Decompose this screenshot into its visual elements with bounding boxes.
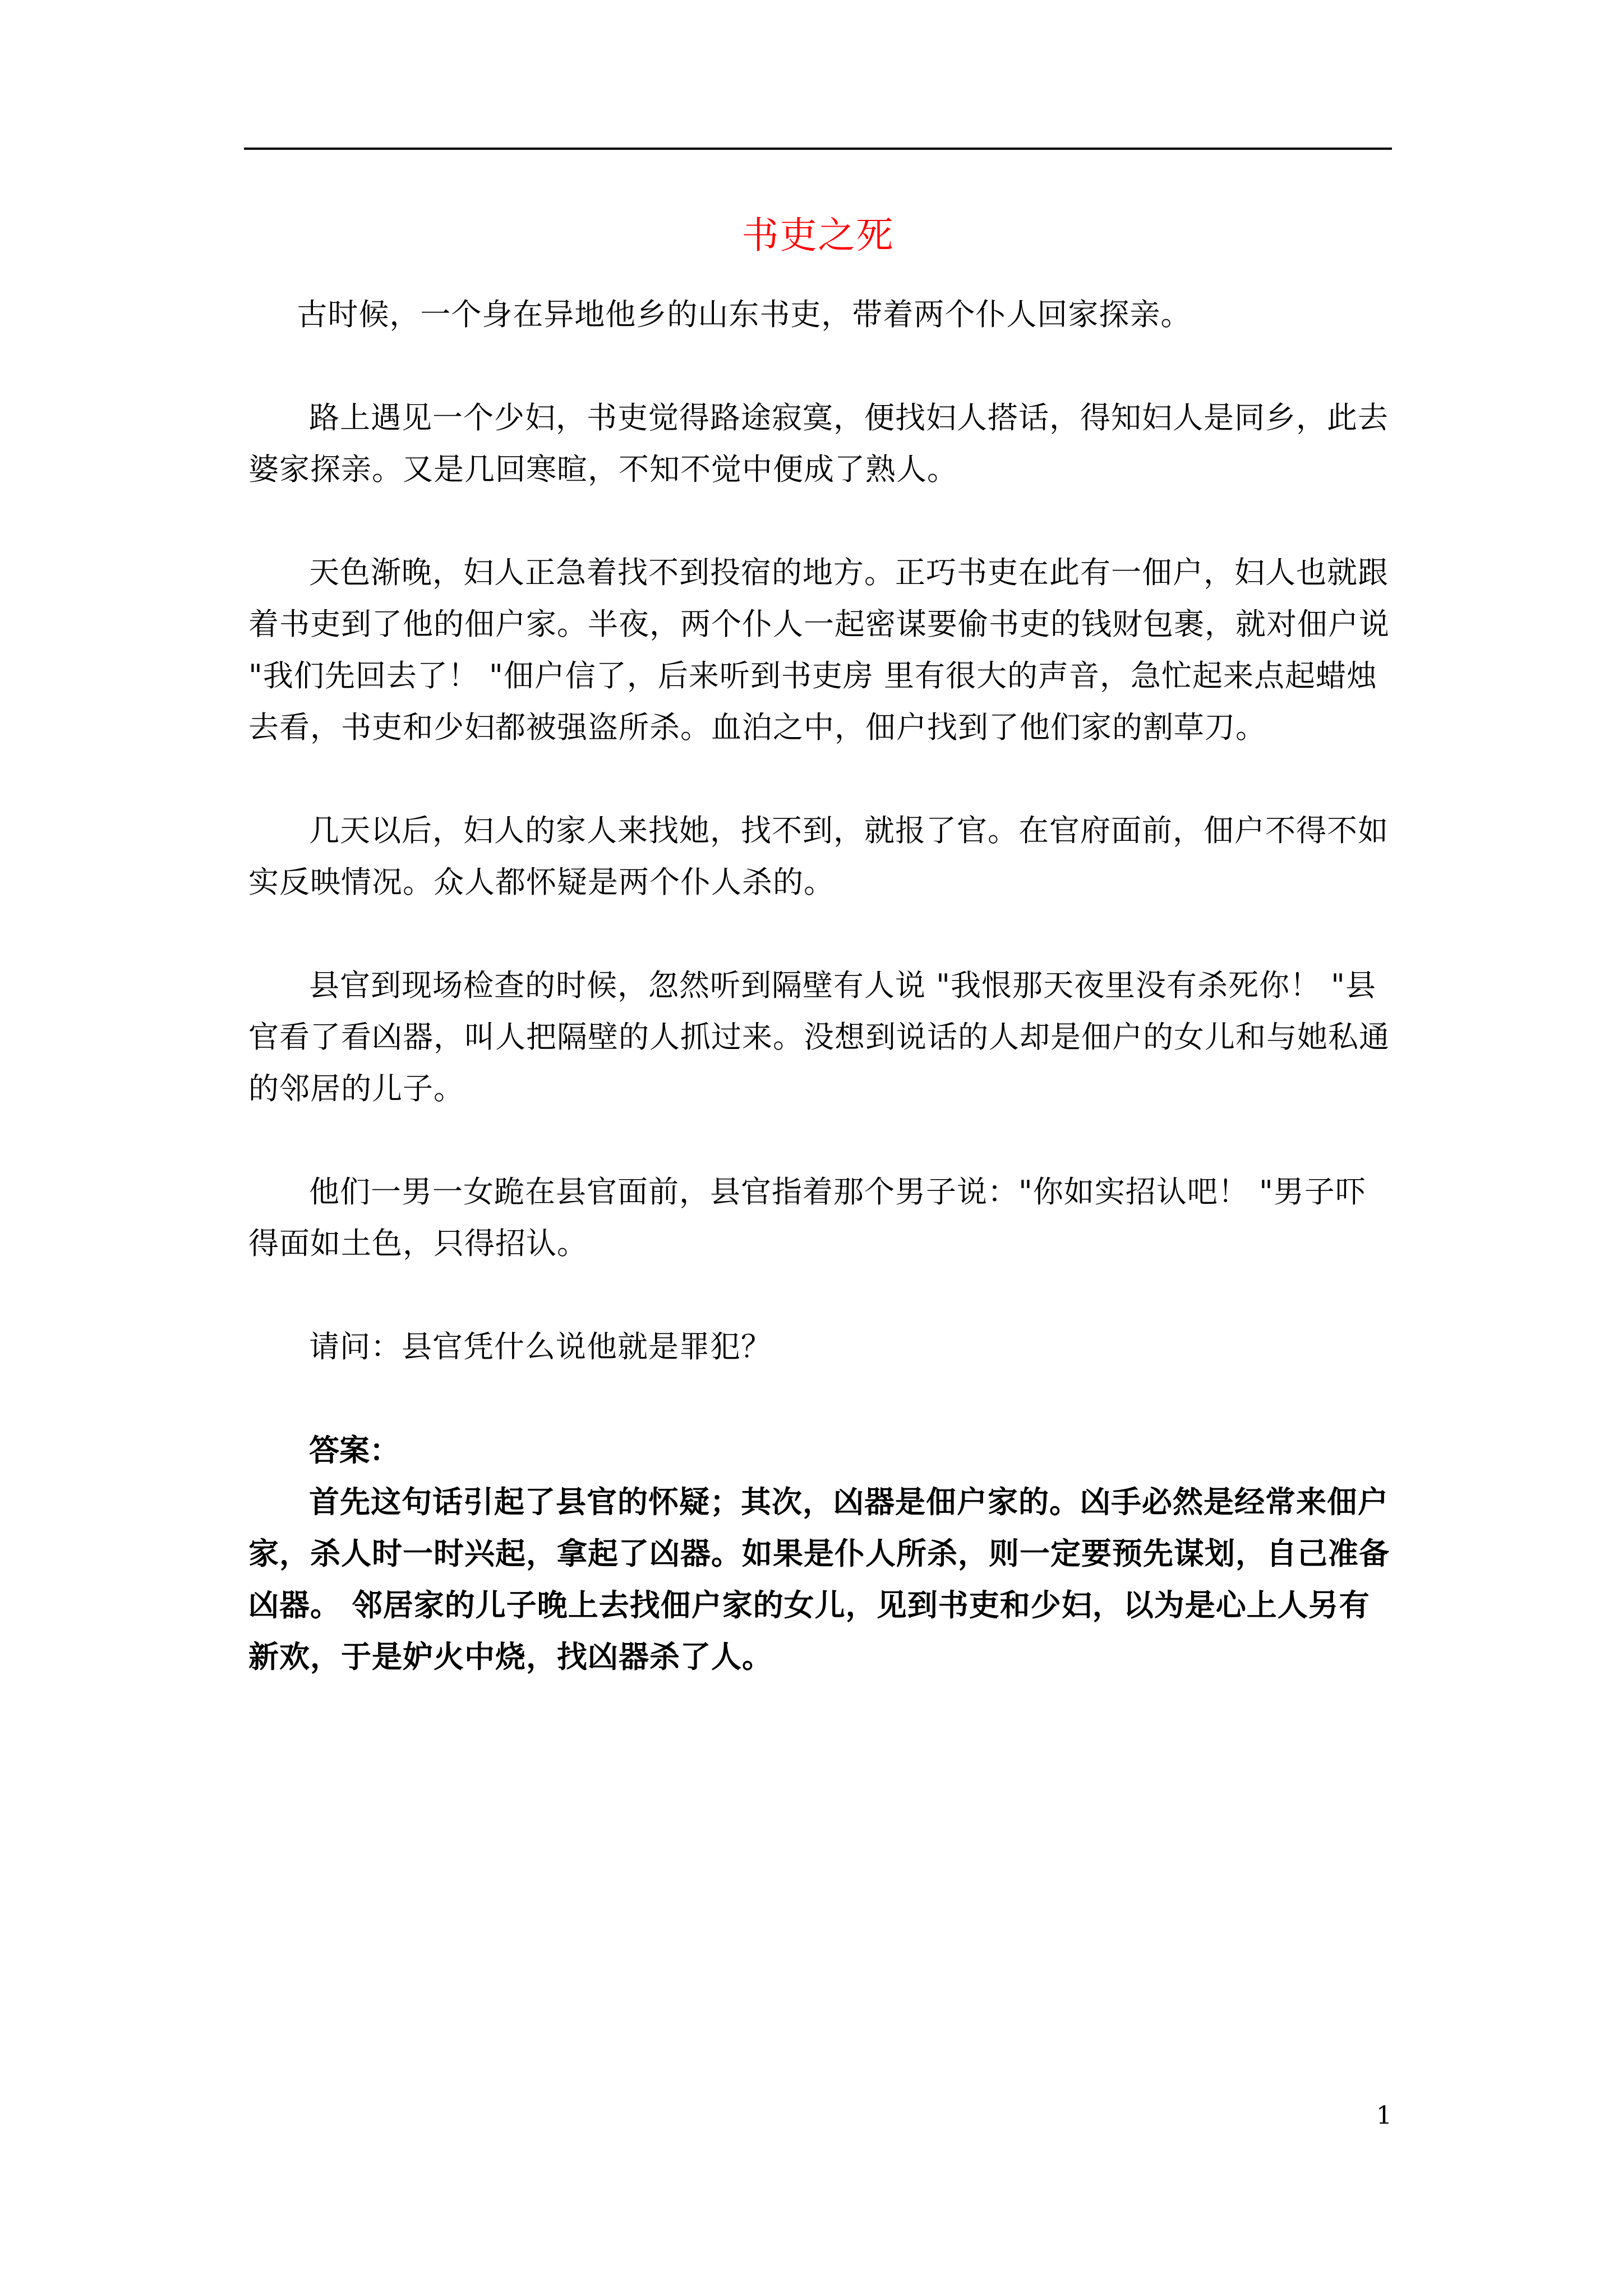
document-body (248, 289, 1393, 1682)
paragraph-4: 几天以后，妇人的家人来找她，找不到，就报了官。在官府面前，佃户不得不如实反映情况。众人都怀疑是两个仆人杀的。 (248, 813, 1389, 900)
paragraph-5: 县官到现场检查的时候，忽然听到隔壁有人说 "我恨那天夜里没有杀死你！ "县官看了看凶器，叫人把隔壁的人抓过来。没想到说话的人却是佃户的女儿和与她私通的邻居的儿子。 (248, 968, 1390, 1106)
paragraph-1: 古时候，一个身在异地他乡的山东书吏，带着两个仆人回家探亲。 (297, 297, 1192, 332)
page-number: 1 (1376, 2101, 1392, 2130)
answer-section (248, 1424, 1393, 1682)
question-paragraph: 请问：县官凭什么说他就是罪犯？ (309, 1329, 772, 1364)
document-title: 书吏之死 (741, 214, 895, 257)
paragraph-6: 他们一男一女跪在县官面前，县官指着那个男子说："你如实招认吧！ "男子吓得面如土色，只得招认。 (248, 1174, 1366, 1261)
paragraph-3: 天色渐晚，妇人正急着找不到投宿的地方。正巧书吏在此有一佃户，妇人也就跟着书吏到了他的佃户家。半夜，两个仆人一起密谋要偷书吏的钱财包裹，就对佃户说 "我们先回去了！ "佃户信了，后来听到书吏房 里有很大的声音，急忙起来点起蜡烛去看，书吏和少妇都被强盗所杀。血泊之中，佃户找到了他们家的割草刀。 (248, 555, 1390, 745)
paragraph-2: 路上遇见一个少妇，书吏觉得路途寂寞，便找妇人搭话，得知妇人是同乡，此去婆家探亲。又是几回寒暄，不知不觉中便成了熟人。 (248, 400, 1389, 487)
answer-text: 首先这句话引起了县官的怀疑；其次，凶器是佃户家的。凶手必然是经常来佃户家，杀人时一时兴起，拿起了凶器。如果是仆人所杀，则一定要预先谋划，自己准备凶器。 邻居家的儿子晚上去找佃户家的女儿，见到书吏和少妇，以为是心上人另有新欢，于是妒火中烧，找凶器杀了人。 (248, 1484, 1390, 1674)
answer-label: 答案： (309, 1432, 400, 1468)
header-rule (244, 148, 1392, 150)
